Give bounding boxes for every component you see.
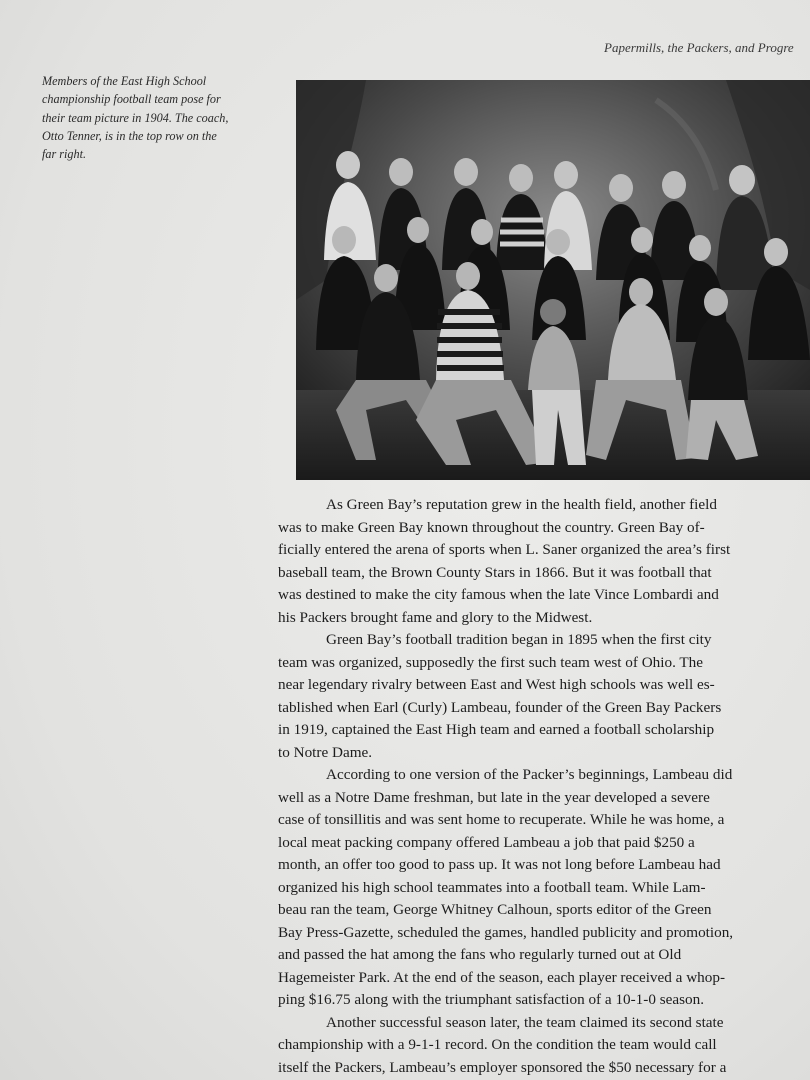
body-line: baseball team, the Brown County Stars in 1866. But it was football that	[278, 563, 712, 581]
body-line: near legendary rivalry between East and West high schools was well es-	[278, 676, 715, 693]
body-line: itself the Packers, Lambeau’s employer sponsored the $50 necessary for a	[278, 1058, 727, 1076]
body-line: tablished when Earl (Curly) Lambeau, founder of the Green Bay Packers	[278, 698, 722, 716]
body-line: case of tonsillitis and was sent home to recuperate. While he was home, a	[278, 811, 725, 828]
caption-line: championship football team pose for	[42, 92, 221, 107]
body-line: in 1919, captained the East High team and earned a football scholarship	[278, 721, 715, 738]
body-line: was destined to make the city famous when the late Vince Lombardi and	[278, 586, 719, 603]
body-line: team was organized, supposedly the first such team west of Ohio. The	[278, 653, 704, 671]
body-line: ficially entered the arena of sports when L. Saner organized the area’s first	[278, 541, 731, 558]
body-line: Hagemeister Park. At the end of the season, each player received a whop-	[278, 968, 726, 986]
body-line: well as a Notre Dame freshman, but late in the year developed a severe	[278, 788, 710, 806]
team-photo-illustration	[296, 80, 810, 480]
body-line: Bay Press-Gazette, scheduled the games, handled publicity and promotion,	[278, 923, 734, 941]
article-body	[278, 494, 810, 1079]
body-line: According to one version of the Packer’s beginnings, Lambeau did	[326, 766, 733, 783]
caption-line: far right.	[42, 147, 87, 162]
team-photograph	[296, 80, 810, 480]
body-line: organized his high school teammates into a football team. While Lam-	[278, 878, 706, 896]
caption-line: their team picture in 1904. The coach,	[42, 110, 229, 125]
running-head: Papermills, the Packers, and Progre	[604, 40, 794, 55]
body-line: ping $16.75 along with the triumphant satisfaction of a 10-1-0 season.	[278, 991, 705, 1008]
body-line: was to make Green Bay known throughout the country. Green Bay of-	[278, 518, 705, 536]
body-line: championship with a 9-1-1 record. On the condition the team would call	[278, 1036, 717, 1053]
photo-caption	[42, 72, 270, 163]
body-line: beau ran the team, George Whitney Calhoun, sports editor of the Green	[278, 901, 712, 918]
caption-line: Otto Tenner, is in the top row on the	[42, 128, 217, 143]
body-line: to Notre Dame.	[278, 743, 373, 761]
body-line: local meat packing company offered Lambeau a job that paid $250 a	[278, 833, 695, 851]
caption-line: Members of the East High School	[42, 74, 207, 88]
body-line: Green Bay’s football tradition began in 1895 when the first city	[326, 631, 712, 648]
body-line: month, an offer too good to pass up. It was not long before Lambeau had	[278, 856, 721, 873]
body-line: his Packers brought fame and glory to the Midwest.	[278, 608, 593, 626]
body-line: and passed the hat among the fans who regularly turned out at Old	[278, 946, 682, 963]
body-line: Another successful season later, the team claimed its second state	[326, 1013, 724, 1031]
body-line: As Green Bay’s reputation grew in the health field, another field	[326, 496, 717, 513]
